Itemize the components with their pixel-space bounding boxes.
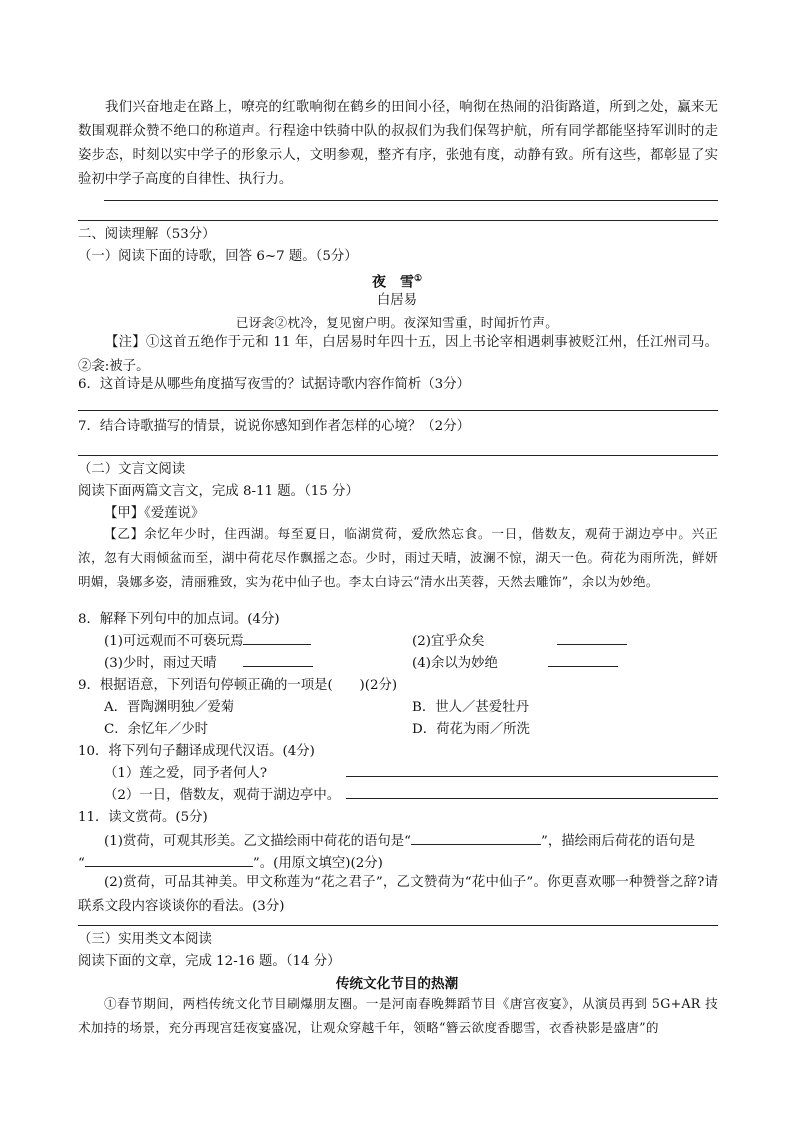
q9-option-a[interactable]: A．晋陶渊明独／爱菊	[104, 700, 235, 715]
practical-instructions: 阅读下面的文章，完成 12-16 题。（14 分）	[78, 954, 341, 969]
practical-heading: （三）实用类文本阅读	[78, 932, 212, 947]
question-6: 6．这首诗是从哪些角度描写夜雪的？试据诗歌内容作简析（3分）	[78, 377, 470, 392]
poem-author: 白居易	[376, 293, 418, 308]
question-11: 11．读文赏荷。(5分)	[78, 810, 208, 825]
q8-item-3: (3)少时，雨过天晴	[104, 653, 313, 675]
article-title: 传统文化节目的热潮	[335, 976, 459, 992]
q11-part-2: (2)赏荷，可品其神美。甲文称莲为“花之君子”，乙文赞荷为“花中仙子”。你更喜欢哪一种赞誉之辞?请联系文段内容谈谈你的看法。(3分)	[78, 875, 718, 914]
poem-text: 已讶衾②枕冷，复见窗户明。夜深知雪重，时闻折竹声。	[235, 315, 559, 330]
question-10: 10．将下列句子翻译成现代汉语。(4分)	[78, 744, 315, 759]
q10-item-1: （1）莲之爱，同予者何人?	[104, 766, 267, 781]
article-paragraph-1: ①春节期间，两档传统文化节目刷爆朋友圈。一是河南春晚舞蹈节目《唐宫夜宴》，从演员再到 5G+AR 技术加持的场景，充分再现宫廷夜宴盛况，让观众穿越千年，领略“簪云欲度香腮雪，衣香袂影是盛唐”的	[78, 996, 718, 1035]
q8-item-1: (1)可远观而不可亵玩焉	[104, 631, 311, 653]
q11-part-1-cont: “ ”。(用原文填空)(2分)	[78, 856, 383, 871]
fill-blank[interactable]	[411, 832, 541, 845]
answer-line	[78, 455, 718, 456]
answer-line[interactable]	[346, 798, 718, 799]
answer-line	[104, 200, 718, 201]
q9-option-d[interactable]: D．荷花为雨／所洗	[412, 722, 530, 737]
classical-instructions: 阅读下面两篇文言文，完成 8-11 题。（15 分）	[78, 484, 359, 499]
section-heading: 二、阅读理解（53分）	[78, 227, 216, 242]
q11-part-1: (1)赏荷，可观其形美。乙文描绘雨中荷花的语句是“ ”，描绘雨后荷花的语句是	[104, 834, 696, 849]
poem-title: 夜 雪①	[371, 274, 423, 291]
classical-heading: （二）文言文阅读	[78, 462, 186, 477]
question-9: 9．根据语意，下列语句停顿正确的一项是( )(2分)	[78, 678, 398, 693]
answer-line	[78, 410, 718, 411]
fill-blank[interactable]	[85, 854, 253, 867]
fill-blank[interactable]	[557, 632, 627, 645]
answer-line[interactable]	[346, 776, 718, 777]
question-7: 7．结合诗歌描写的情景，说说你感知到作者怎样的心境？（2分）	[78, 419, 470, 434]
intro-paragraph: 我们兴奋地走在路上，嘹亮的红歌响彻在鹤乡的田间小径，响彻在热闹的沿街路道，所到之处，赢来无数围观群众赞不绝口的称道声。行程途中铁骑中队的叔叔们为我们保驾护航，所有同学都能坚持军训时的走姿步态，时刻以实中学子的形象示人，文明参观，整齐有序，张弛有度，动静有致。所有这些，都彰显了实验初中学子高度的自律性、执行力。	[78, 100, 718, 187]
q10-item-2: （2）一日，偕数友，观荷于湖边亭中。	[104, 788, 341, 803]
fill-blank[interactable]	[548, 654, 618, 667]
passage-yi: 【乙】余忆年少时，住西湖。每至夏日，临湖赏荷，爱欣然忘食。一日，偕数友，观荷于湖边亭中。兴正浓，忽有大雨倾盆而至，湖中荷花尽作飘摇之态。少时，雨过天晴，波澜不惊，湖天一色。荷花为雨所洗，鲜妍明媚，袅娜多姿，清丽雅致，实为花中仙子也。李太白诗云“清水出芙蓉，天然去雕饰”，余以为妙绝。	[78, 526, 718, 589]
answer-line	[78, 925, 718, 926]
answer-line	[78, 220, 718, 221]
q8-item-2: (2)宜乎众矣	[412, 631, 627, 653]
q9-option-b[interactable]: B．世人／甚爱牡丹	[412, 700, 529, 715]
passage-jia-title: 【甲】《爱莲说》	[104, 506, 205, 521]
fill-blank[interactable]	[243, 632, 311, 645]
poem-note: 【注】①这首五绝作于元和 11 年，白居易时年四十五，因上书论宰相遇刺事被贬江州，任江州司马。②衾:被子。	[78, 335, 718, 374]
q8-item-4: (4)余以为妙绝	[412, 653, 618, 675]
fill-blank[interactable]	[243, 654, 313, 667]
q9-option-c[interactable]: C．余忆年／少时	[104, 722, 208, 737]
poem-instructions: （一）阅读下面的诗歌，回答 6~7 题。（5分）	[78, 249, 358, 264]
question-8: 8．解释下列句中的加点词。(4分)	[78, 612, 280, 627]
